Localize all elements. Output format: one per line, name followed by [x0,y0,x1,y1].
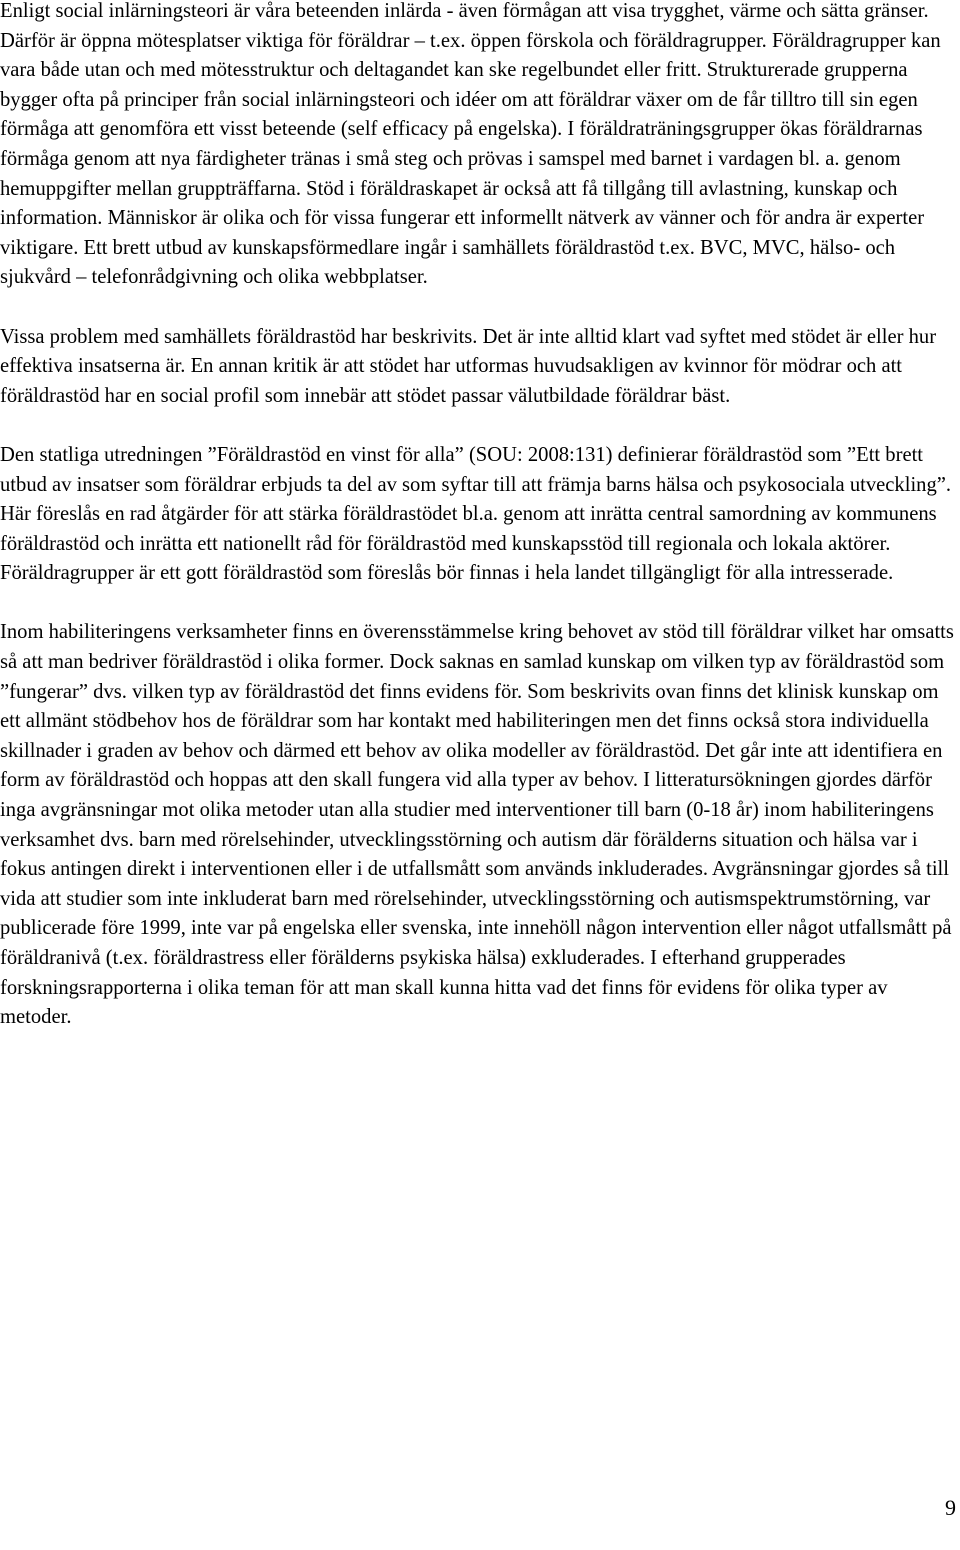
paragraph-sou-report: Den statliga utredningen ”Föräldrastöd en vinst för alla” (SOU: 2008:131) definierar föräldrastöd som ”Ett brett utbud av insatser som föräldrar erbjuds ta del av som syftar till att främja barns hälsa och psykosociala utveckling”. Här föreslås en rad åtgärder för att stärka föräldrastödet bl.a. genom att inrätta central samordning av kommunens föräldrastöd och inrätta ett nationellt råd för föräldrastöd med kunskapsstöd till regionala och lokala aktörer. Föräldragrupper är ett gott föräldrastöd som föreslås bör finnas i hela landet tillgängligt för alla intresserade. [0,443,952,585]
paragraph-habilitation: Inom habiliteringens verksamheter finns en överensstämmelse kring behovet av stöd till föräldrar vilket har omsatts så att man bedriver föräldrastöd i olika former. Dock saknas en samlad kunskap om vilken typ av föräldrastöd som ”fungerar” dvs. vilken typ av föräldrastöd det finns evidens för. Som beskrivits ovan finns det klinisk kunskap om ett allmänt stödbehov hos de föräldrar som har kontakt med habiliteringen men det finns också stora individuella skillnader i graden av behov och därmed ett behov av olika modeller av föräldrastöd. Det går inte att identifiera en form av föräldrastöd och hoppas att den skall fungera vid alla typer av behov. I litteratursökningen gjordes därför inga avgränsningar mot olika metoder utan alla studier med interventioner till barn (0-18 år) inom habiliteringens verksamhet dvs. barn med rörelsehinder, utvecklingsstörning och autism där förälderns situation och hälsa var i fokus antingen direkt i interventionen eller i de utfallsmått som används inkluderades. Avgränsningar gjordes så till vida att studier som inte inkluderat barn med rörelsehinder, utvecklingsstörning och autismspektrumstörning, var publicerade före 1999, inte var på engelska eller svenska, inte innehöll någon intervention eller något utfallsmått på föräldranivå (t.ex. föräldrastress eller förälderns psykiska hälsa) exkluderades. I efterhand grupperades forskningsrapporterna i olika teman för att man skall kunna hitta vad det finns för evidens för olika typer av metoder. [0,621,954,1029]
paragraph-criticism: Vissa problem med samhällets föräldrastöd har beskrivits. Det är inte alltid klart vad syftet med stödet är eller hur effektiva insatserna är. En annan kritik är att stödet har utformas huvudsakligen av kvinnor för mödrar och att föräldrastöd har en social profil som innebär att stödet passar välutbildade föräldrar bäst. [0,325,937,407]
paragraph-social-learning: Enligt social inlärningsteori är våra beteenden inlärda - även förmågan att visa trygghet, värme och sätta gränser. Därför är öppna mötesplatser viktiga för föräldrar – t.ex. öppen förskola och föräldragrupper. Föräldragrupper kan vara både utan och med mötesstruktur och deltagandet kan ske regelbundet eller fritt. Strukturerade grupperna bygger ofta på principer från social inlärningsteori och idéer om att föräldrar växer om de får tilltro till sin egen förmåga att genomföra ett visst beteende (self efficacy på engelska). I föräldraträningsgrupper ökas föräldrarnas förmåga genom att nya färdigheter tränas i små steg och prövas i samspel med barnet i vardagen bl. a. genom hemuppgifter mellan gruppträffarna. Stöd i föräldraskapet är också att få tillgång till avlastning, kunskap och information. Människor är olika och för vissa fungerar ett informellt nätverk av vänner och för andra är experter viktigare. Ett brett utbud av kunskapsförmedlare ingår i samhällets föräldrastöd t.ex. BVC, MVC, hälso- och sjukvård – telefonrådgivning och olika webbplatser. [0,0,941,289]
page-number: 9 [945,1495,956,1520]
